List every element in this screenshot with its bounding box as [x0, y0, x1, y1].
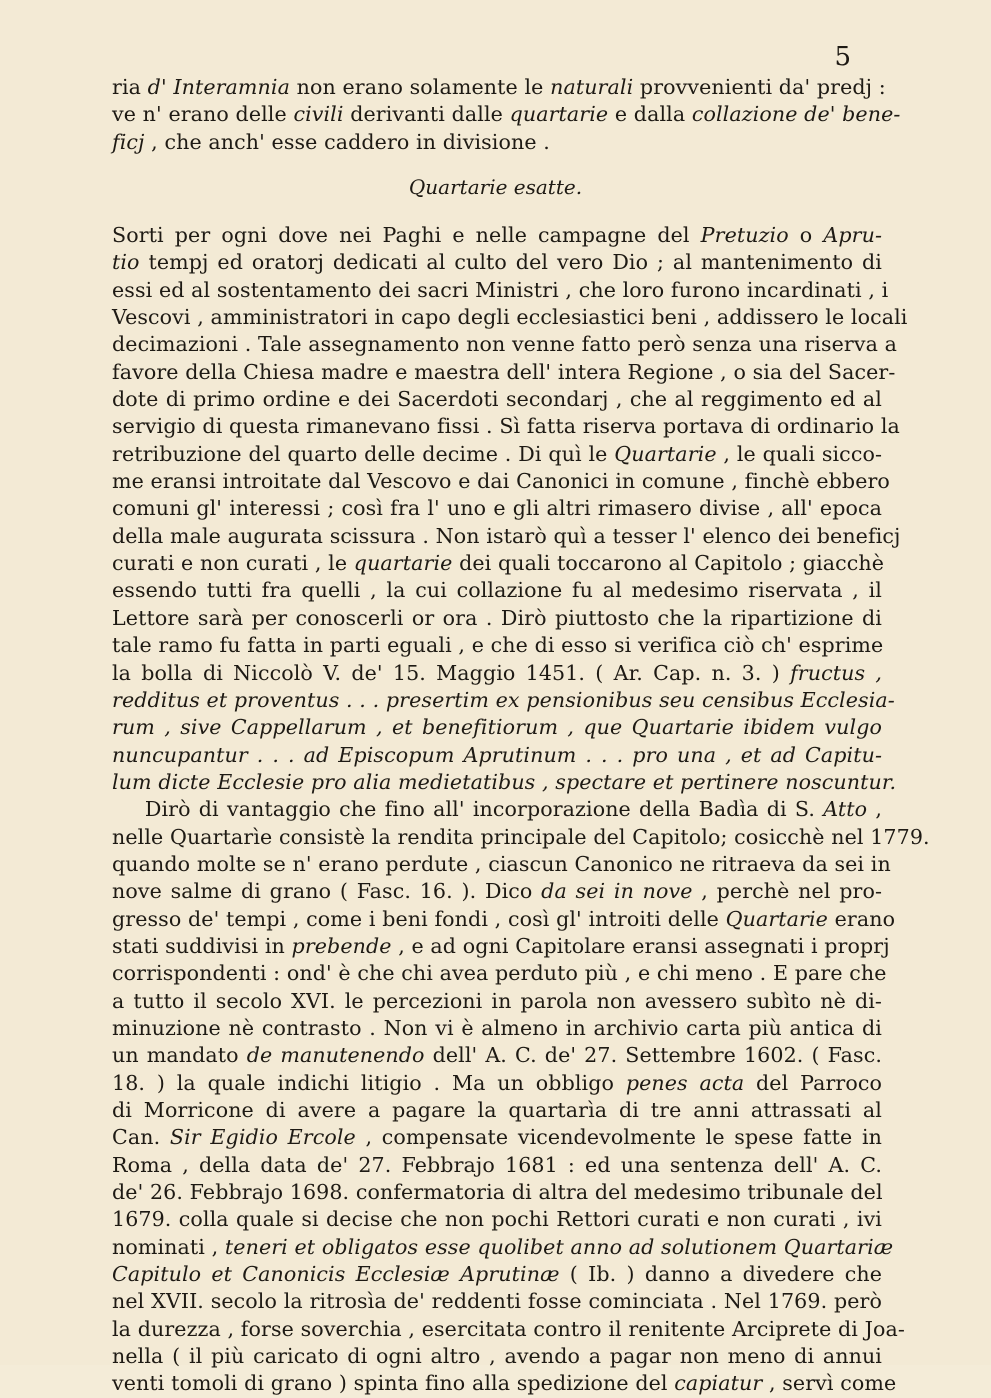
text-line: Sorti per ogni dove nei Paghi e nelle campagne del Pretuzio o Apru- — [112, 223, 882, 247]
text-line: a tutto il secolo XVI. le percezioni in parola non avessero subìto nè di- — [112, 988, 882, 1013]
text-line: ria d' Interamnia non erano solamente le naturali provvenienti da' predj : — [112, 75, 886, 99]
text-line: gresso de' tempi , come i beni fondi , così gl' introiti delle Quartarie erano — [112, 906, 896, 931]
text-line: nella ( il più caricato di ogni altro , avendo a pagar non meno di annui — [112, 1344, 882, 1369]
text-line: servigio di questa rimanevano fissi . Sì fatta riserva portava di ordinario la — [112, 414, 900, 439]
text-line: stati suddivisi in prebende , e ad ogni Capitolare eransi assegnati i proprj — [112, 933, 890, 958]
text-line: curati e non curati , le quartarie dei quali toccarono al Capitolo ; giacchè — [112, 551, 885, 576]
text-line: tio tempj ed oratorj dedicati al culto del vero Dio ; al mantenimento di — [112, 250, 882, 275]
text-line: Capitulo et Canonicis Ecclesiæ Aprutinæ ( Ib. ) danno a divedere che — [112, 1262, 883, 1287]
text-line: nel XVII. secolo la ritrosìa de' reddenti fosse cominciata . Nel 1769. però — [112, 1289, 882, 1314]
text-line: corrispondenti : ond' è che chi avea perduto più , e chi meno . E pare che — [112, 961, 887, 986]
text-line: comuni gl' interessi ; così fra l' uno e gli altri rimasero divise , all' epoca — [112, 496, 882, 521]
text-line: essendo tutti fra quelli , la cui collazione fu al medesimo riservata , il — [112, 578, 882, 603]
text-line: quando molte se n' erano perdute , ciascun Canonico ne ritraeva da sei in — [112, 851, 891, 876]
text-line: me eransi introitate dal Vescovo e dai Canonici in comune , finchè ebbero — [112, 469, 890, 494]
intro-paragraph — [112, 74, 901, 156]
text-line: nelle Quartarìe consistè la rendita principale del Capitolo; cosicchè nel 1779. — [112, 824, 930, 849]
text-line: la durezza , forse soverchia , esercitata contro il renitente Arciprete di Joa- — [112, 1316, 905, 1341]
text-line: ve n' erano delle civili derivanti dalle quartarie e dalla collazione de' bene- — [112, 102, 901, 127]
text-line: di Morricone di avere a pagare la quartarìa di tre anni attrassati al — [112, 1098, 882, 1122]
text-line: 1679. colla quale si decise che non pochi Rettori curati e non curati , ivi — [112, 1207, 882, 1232]
text-line: Vescovi , amministratori in capo degli ecclesiastici beni , addissero le locali — [112, 305, 908, 330]
text-line: de' 26. Febbrajo 1698. confermatoria di altra del medesimo tribunale del — [112, 1180, 883, 1205]
text-line: dote di primo ordine e dei Sacerdoti secondarj , che al reggimento ed al — [112, 387, 882, 412]
text-line: nove salme di grano ( Fasc. 16. ). Dico da sei in nove , perchè nel pro- — [112, 879, 883, 904]
text-line: nuncupantur . . . ad Episcopum Aprutinum . . . pro una , et ad Capitu- — [112, 742, 882, 767]
text-line: minuzione nè contrasto . Non vi è almeno in archivio carta più antica di — [112, 1015, 882, 1040]
text-line: ficj , che anch' esse caddero in divisione . — [112, 129, 550, 154]
text-line: lum dicte Ecclesie pro alia medietatibus , spectare et pertinere noscuntur. — [112, 769, 897, 794]
text-line: retribuzione del quarto delle decime . Di quì le Quartarie , le quali sicco- — [112, 441, 883, 466]
text-line: tale ramo fu fatta in parti eguali , e che di esso si verifica ciò ch' esprime — [112, 633, 884, 658]
section-heading: Quartarie esatte. — [408, 175, 583, 199]
text-line: Roma , della data de' 27. Febbrajo 1681 : ed una sentenza dell' A. C. — [112, 1152, 882, 1177]
text-line: essi ed al sostentamento dei sacri Ministri , che loro furono incardinati , i — [112, 277, 889, 302]
text-line: un mandato de manutenendo dell' A. C. de' 27. Settembre 1602. ( Fasc. — [112, 1043, 882, 1068]
text-line: venti tomoli di grano ) spinta fino alla spedizione del capiatur , servì come — [112, 1371, 897, 1396]
text-line: Lettore sarà per conoscerli or ora . Dirò piuttosto che la ripartizione di — [112, 605, 882, 630]
text-line: rum , sive Cappellarum , et benefitiorum , que Quartarie ibidem vulgo — [112, 715, 882, 740]
text-line: redditus et proventus . . . presertim ex pensionibus seu censibus Ecclesia- — [112, 687, 895, 712]
text-line: 18. ) la quale indichi litigio . Ma un obbligo penes acta del Parroco — [112, 1070, 882, 1095]
text-line: nominati , teneri et obligatos esse quolibet anno ad solutionem Quartariæ — [112, 1234, 894, 1259]
body-text — [112, 222, 930, 1398]
text-line: decimazioni . Tale assegnamento non venne fatto però senza una riserva a — [112, 332, 897, 357]
text-line: Can. Sir Egidio Ercole , compensate vicendevolmente le spese fatte in — [112, 1125, 882, 1150]
page-number: 5 — [834, 42, 851, 72]
text-line: della male augurata scissura . Non istarò quì a tesser l' elenco dei beneficj — [112, 523, 901, 548]
text-line: la bolla di Niccolò V. de' 15. Maggio 1451. ( Ar. Cap. n. 3. ) fructus , — [112, 660, 882, 685]
text-line: favore della Chiesa madre e maestra dell' intera Regione , o sia del Sacer- — [112, 359, 896, 384]
text-line: Dirò di vantaggio che fino all' incorporazione della Badìa di S. Atto , — [112, 797, 882, 822]
